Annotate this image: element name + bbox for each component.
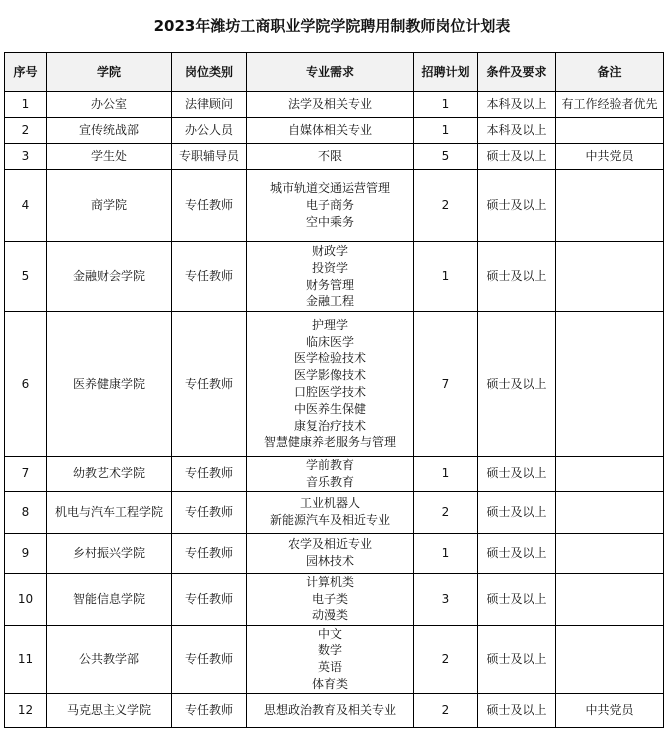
cell-note [556,118,664,144]
cell-no: 6 [5,312,47,457]
table-row [5,144,664,170]
cell-category: 专任教师 [172,312,247,457]
recruitment-plan-table [4,52,664,728]
cell-no: 5 [5,242,47,312]
cell-no: 11 [5,625,47,693]
cell-category: 专职辅导员 [172,144,247,170]
major-item: 财务管理 [305,277,354,292]
cell-no: 2 [5,118,47,144]
major-item: 临床医学 [305,334,354,349]
table-row [5,693,664,727]
cell-plan: 1 [414,92,478,118]
cell-condition: 硕士及以上 [478,144,556,170]
cell-plan: 2 [414,693,478,727]
header-plan: 招聘计划 [414,53,478,92]
major-item: 口腔医学技术 [293,385,366,399]
cell-category: 专任教师 [172,491,247,533]
table-row [5,491,664,533]
cell-note [556,573,664,625]
table-row [5,457,664,492]
major-item: 医学影像技术 [293,368,366,383]
major-item: 中文 [317,626,342,641]
page-title: 2023年潍坊工商职业学院学院聘用制教师岗位计划表 [153,17,511,35]
cell-condition: 硕士及以上 [478,312,556,457]
cell-college: 商学院 [47,170,172,242]
cell-condition: 硕士及以上 [478,457,556,492]
cell-college: 学生处 [47,144,172,170]
cell-plan: 2 [414,625,478,693]
cell-majors [247,144,414,170]
cell-condition: 硕士及以上 [478,693,556,727]
cell-note [556,242,664,312]
cell-college: 医养健康学院 [47,312,172,457]
cell-plan: 1 [414,533,478,573]
cell-college: 金融财会学院 [47,242,172,312]
cell-note [556,625,664,693]
cell-college: 乡村振兴学院 [47,533,172,573]
cell-majors [247,573,414,625]
cell-condition: 本科及以上 [478,118,556,144]
header-category: 岗位类别 [172,53,247,92]
header-majors: 专业需求 [247,53,414,92]
cell-plan: 1 [414,242,478,312]
cell-majors [247,693,414,727]
major-item: 新能源汽车及相近专业 [269,513,390,528]
cell-majors [247,118,414,144]
major-item: 农学及相近专业 [287,537,372,552]
major-item: 电子类 [311,591,348,606]
cell-category: 专任教师 [172,170,247,242]
major-item: 工业机器人 [299,496,360,511]
major-item: 中医养生保健 [293,401,366,416]
cell-college: 公共教学部 [47,625,172,693]
major-item: 金融工程 [305,294,354,309]
cell-condition: 硕士及以上 [478,625,556,693]
cell-note [556,170,664,242]
major-item: 空中乘务 [305,214,354,229]
major-item: 法学及相关专业 [287,97,372,112]
cell-note: 中共党员 [556,693,664,727]
cell-note: 有工作经验者优先 [556,92,664,118]
table-row [5,170,664,242]
cell-plan: 5 [414,144,478,170]
cell-plan: 3 [414,573,478,625]
cell-note [556,457,664,492]
major-item: 数学 [317,643,342,658]
cell-condition: 硕士及以上 [478,491,556,533]
major-item: 学前教育 [305,458,354,472]
major-item: 城市轨道交通运营管理 [269,181,390,196]
cell-category: 专任教师 [172,693,247,727]
major-item: 动漫类 [311,608,348,623]
major-item: 康复治疗技术 [293,418,366,433]
cell-majors [247,457,414,492]
cell-condition: 硕士及以上 [478,573,556,625]
table-row [5,312,664,457]
cell-category: 专任教师 [172,242,247,312]
table-row [5,533,664,573]
cell-condition: 硕士及以上 [478,170,556,242]
cell-no: 12 [5,693,47,727]
cell-plan: 7 [414,312,478,457]
cell-majors [247,491,414,533]
cell-no: 1 [5,92,47,118]
table-row [5,118,664,144]
major-item: 电子商务 [305,198,354,213]
cell-note [556,312,664,457]
header-college: 学院 [47,53,172,92]
cell-note [556,533,664,573]
cell-plan: 2 [414,491,478,533]
cell-college: 马克思主义学院 [47,693,172,727]
major-item: 财政学 [311,243,348,258]
major-item: 自媒体相关专业 [287,123,372,138]
cell-plan: 1 [414,118,478,144]
cell-note: 中共党员 [556,144,664,170]
cell-plan: 2 [414,170,478,242]
table-row [5,92,664,118]
table-row [5,625,664,693]
major-item: 英语 [317,660,342,675]
cell-no: 7 [5,457,47,492]
header-note: 备注 [556,53,664,92]
cell-no: 4 [5,170,47,242]
cell-condition: 硕士及以上 [478,533,556,573]
table-row [5,242,664,312]
header-no: 序号 [5,53,47,92]
cell-majors [247,170,414,242]
cell-college: 机电与汽车工程学院 [47,491,172,533]
major-item: 护理学 [311,317,348,332]
cell-category: 专任教师 [172,457,247,492]
cell-majors [247,242,414,312]
cell-no: 8 [5,491,47,533]
major-item: 园林技术 [305,554,354,569]
cell-condition: 本科及以上 [478,92,556,118]
cell-condition: 硕士及以上 [478,242,556,312]
cell-majors [247,625,414,693]
major-item: 体育类 [311,676,348,691]
cell-majors [247,533,414,573]
major-item: 音乐教育 [305,474,354,489]
major-item: 计算机类 [305,574,354,589]
table-body [5,92,664,728]
cell-majors [247,92,414,118]
cell-category: 专任教师 [172,533,247,573]
cell-college: 智能信息学院 [47,573,172,625]
cell-category: 专任教师 [172,625,247,693]
table-row [5,573,664,625]
major-item: 思想政治教育及相关专业 [263,702,396,717]
cell-category: 办公人员 [172,118,247,144]
cell-no: 9 [5,533,47,573]
cell-category: 专任教师 [172,573,247,625]
header-condition: 条件及要求 [478,53,556,92]
cell-category: 法律顾问 [172,92,247,118]
major-item: 不限 [317,149,342,164]
cell-majors [247,312,414,457]
cell-note [556,491,664,533]
cell-plan: 1 [414,457,478,492]
cell-no: 10 [5,573,47,625]
table-header-row [5,53,664,92]
major-item: 投资学 [311,260,348,275]
cell-no: 3 [5,144,47,170]
cell-college: 办公室 [47,92,172,118]
cell-college: 幼教艺术学院 [47,457,172,492]
major-item: 智慧健康养老服务与管理 [263,435,396,450]
cell-college: 宣传统战部 [47,118,172,144]
major-item: 医学检验技术 [293,351,366,366]
